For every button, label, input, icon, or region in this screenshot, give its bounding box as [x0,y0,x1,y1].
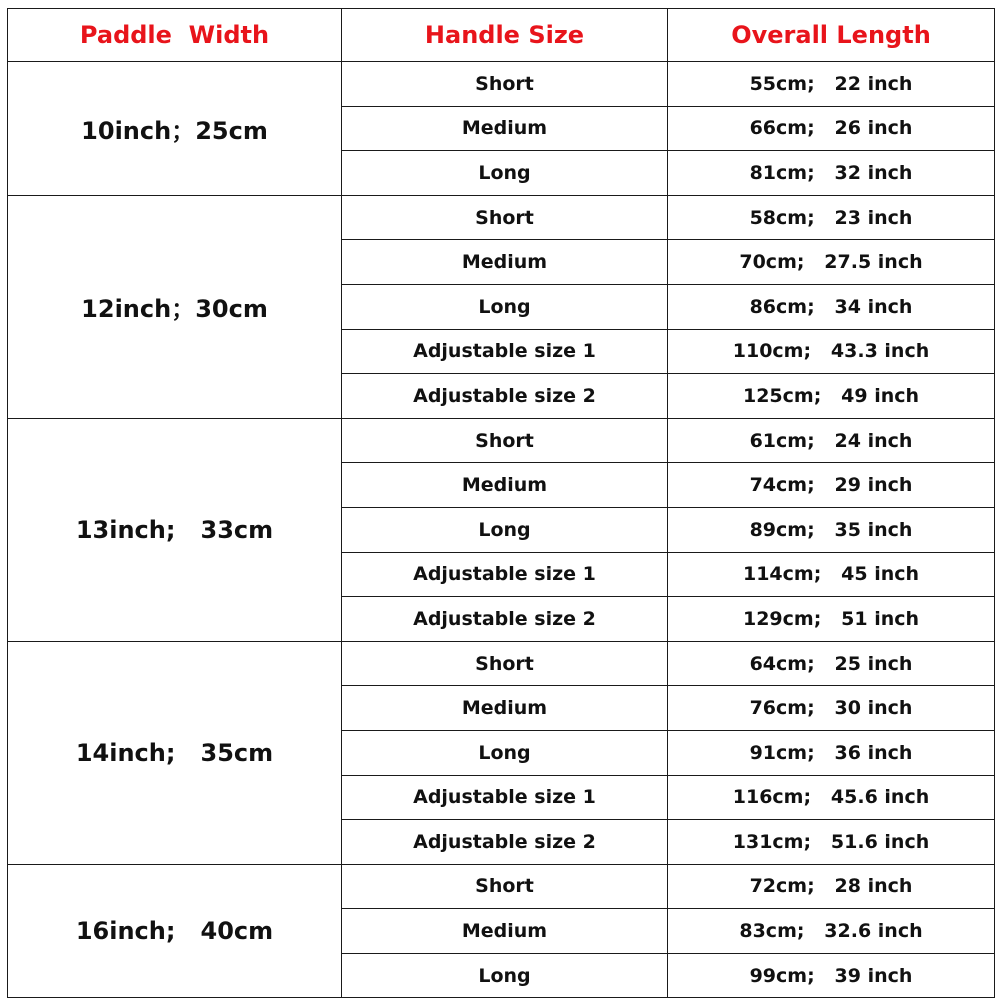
handle-size-cell: Medium [342,686,668,731]
handle-size-cell: Adjustable size 1 [342,329,668,374]
handle-size-cell: Adjustable size 2 [342,597,668,642]
paddle-width-cell: 12inch；30cm [8,195,342,418]
handle-size-cell: Adjustable size 1 [342,775,668,820]
overall-length-cell: 110cm; 43.3 inch [668,329,995,374]
overall-length-cell: 91cm; 36 inch [668,730,995,775]
handle-size-cell: Long [342,953,668,998]
overall-length-cell: 131cm; 51.6 inch [668,820,995,865]
handle-size-cell: Long [342,507,668,552]
overall-length-cell: 74cm; 29 inch [668,463,995,508]
overall-length-cell: 125cm; 49 inch [668,374,995,419]
overall-length-cell: 129cm; 51 inch [668,597,995,642]
header-overall-length: Overall Length [668,9,995,62]
overall-length-cell: 86cm; 34 inch [668,284,995,329]
header-row [8,9,995,62]
overall-length-cell: 55cm; 22 inch [668,62,995,107]
table-body [8,62,995,998]
overall-length-cell: 66cm; 26 inch [668,106,995,151]
overall-length-cell: 116cm; 45.6 inch [668,775,995,820]
overall-length-cell: 99cm; 39 inch [668,953,995,998]
handle-size-cell: Short [342,641,668,686]
handle-size-cell: Long [342,730,668,775]
overall-length-cell: 89cm; 35 inch [668,507,995,552]
table-row [8,641,995,686]
handle-size-cell: Short [342,418,668,463]
paddle-width-cell: 16inch; 40cm [8,864,342,998]
paddle-width-cell: 14inch; 35cm [8,641,342,864]
overall-length-cell: 58cm; 23 inch [668,195,995,240]
handle-size-cell: Medium [342,909,668,954]
handle-size-cell: Adjustable size 2 [342,820,668,865]
handle-size-cell: Medium [342,240,668,285]
handle-size-cell: Short [342,195,668,240]
paddle-width-cell: 10inch；25cm [8,62,342,196]
overall-length-cell: 114cm; 45 inch [668,552,995,597]
handle-size-cell: Short [342,62,668,107]
table-row [8,62,995,107]
header-handle-size: Handle Size [342,9,668,62]
paddle-width-cell: 13inch; 33cm [8,418,342,641]
header-paddle-width: Paddle Width [8,9,342,62]
overall-length-cell: 61cm; 24 inch [668,418,995,463]
handle-size-cell: Adjustable size 1 [342,552,668,597]
table-row [8,864,995,909]
overall-length-cell: 72cm; 28 inch [668,864,995,909]
handle-size-cell: Medium [342,463,668,508]
handle-size-cell: Short [342,864,668,909]
overall-length-cell: 81cm; 32 inch [668,151,995,196]
handle-size-cell: Adjustable size 2 [342,374,668,419]
table-row [8,418,995,463]
overall-length-cell: 70cm; 27.5 inch [668,240,995,285]
overall-length-cell: 83cm; 32.6 inch [668,909,995,954]
table-row [8,195,995,240]
overall-length-cell: 64cm; 25 inch [668,641,995,686]
overall-length-cell: 76cm; 30 inch [668,686,995,731]
size-chart-table [7,8,995,998]
handle-size-cell: Medium [342,106,668,151]
handle-size-cell: Long [342,284,668,329]
handle-size-cell: Long [342,151,668,196]
